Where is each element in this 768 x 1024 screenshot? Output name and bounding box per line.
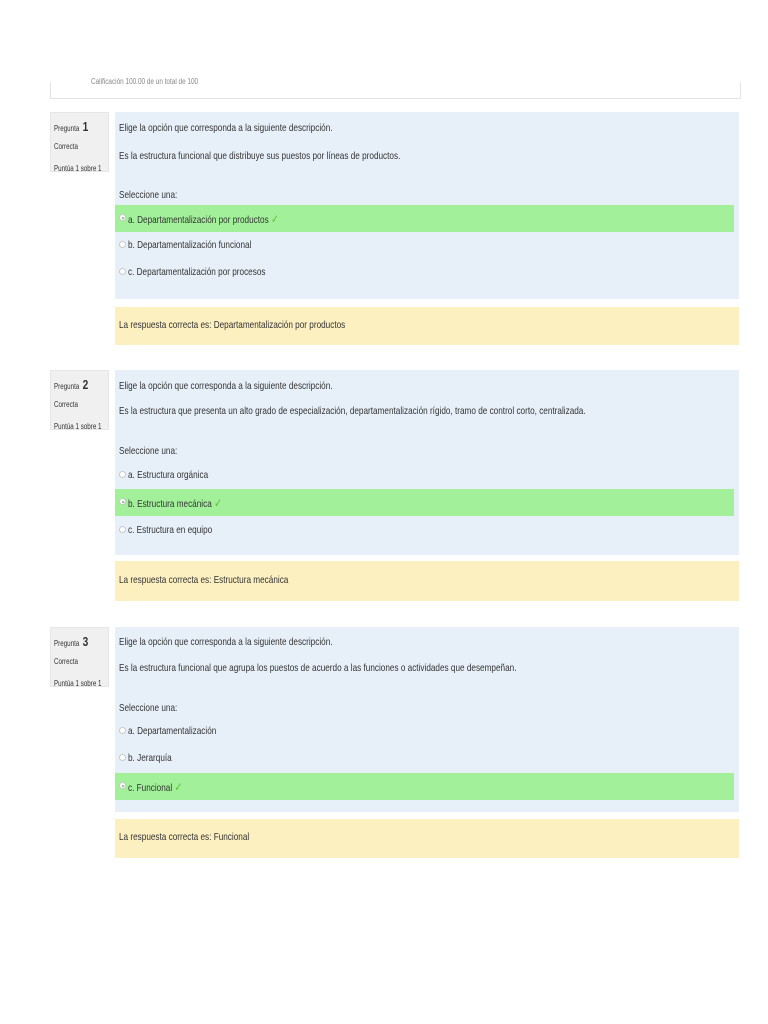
question-grade: Puntúa 1 sobre 1 xyxy=(54,164,102,173)
radio-icon[interactable] xyxy=(119,471,126,478)
radio-icon[interactable] xyxy=(119,526,126,533)
radio-icon[interactable] xyxy=(119,241,126,248)
question-1 xyxy=(50,112,739,345)
summary-text: Calificación 100.00 de un total de 100 xyxy=(91,77,199,86)
question-prompt: Elige la opción que corresponda a la siguiente descripción. xyxy=(119,380,333,392)
radio-icon[interactable] xyxy=(119,754,126,761)
answer-text: b. Estructura mecánica xyxy=(128,498,212,510)
question-number: 3 xyxy=(82,634,89,649)
answer-text: b. Departamentalización funcional xyxy=(128,239,252,251)
question-feedback xyxy=(115,561,739,601)
question-state: Correcta xyxy=(54,142,78,151)
radio-icon[interactable] xyxy=(119,214,126,221)
radio-icon[interactable] xyxy=(119,727,126,734)
question-label: Pregunta xyxy=(54,639,80,648)
radio-icon[interactable] xyxy=(119,782,126,789)
question-description: Es la estructura funcional que distribuye sus puestos por líneas de productos. xyxy=(119,150,401,162)
feedback-text: La respuesta correcta es: Departamentalización por productos xyxy=(119,319,346,331)
answer-option-c[interactable] xyxy=(115,259,734,286)
question-description: Es la estructura que presenta un alto grado de especialización, departamentalización rígido, tramo de control corto, centralizada. xyxy=(119,405,586,417)
radio-icon[interactable] xyxy=(119,498,126,505)
answer-text: a. Departamentalización por productos xyxy=(128,214,269,226)
check-icon: ✓ xyxy=(271,212,279,226)
question-description: Es la estructura funcional que agrupa los puestos de acuerdo a las funciones o actividades que desempeñan. xyxy=(119,662,517,674)
question-formulation xyxy=(115,112,739,299)
question-number: 1 xyxy=(82,119,89,134)
answer-option-c[interactable] xyxy=(115,773,734,800)
answer-option-b[interactable] xyxy=(115,232,734,259)
question-grade: Puntúa 1 sobre 1 xyxy=(54,679,102,688)
question-formulation xyxy=(115,627,739,812)
question-formulation xyxy=(115,370,739,555)
answer-text: c. Funcional xyxy=(128,782,173,794)
question-label: Pregunta xyxy=(54,124,80,133)
check-icon: ✓ xyxy=(214,496,222,510)
answer-text: c. Departamentalización por procesos xyxy=(128,266,266,278)
question-state: Correcta xyxy=(54,400,78,409)
check-icon: ✓ xyxy=(174,780,183,794)
answer-option-b[interactable] xyxy=(115,489,734,516)
question-feedback xyxy=(115,819,739,858)
question-prompt: Elige la opción que corresponda a la siguiente descripción. xyxy=(119,636,333,648)
answer-option-a[interactable] xyxy=(115,462,734,489)
question-number: 2 xyxy=(82,377,89,392)
answer-option-c[interactable] xyxy=(115,517,734,544)
question-prompt: Elige la opción que corresponda a la siguiente descripción. xyxy=(119,122,333,134)
question-info xyxy=(50,370,109,430)
feedback-text: La respuesta correcta es: Estructura mecánica xyxy=(119,574,289,586)
answer-option-a[interactable] xyxy=(115,718,734,745)
answer-option-a[interactable] xyxy=(115,205,734,232)
answer-text: b. Jerarquía xyxy=(128,752,172,764)
summary-strip xyxy=(50,77,741,99)
select-label: Seleccione una: xyxy=(119,702,178,714)
answer-text: a. Departamentalización xyxy=(128,725,217,737)
question-feedback xyxy=(115,307,739,345)
select-label: Seleccione una: xyxy=(119,445,178,457)
answer-text: c. Estructura en equipo xyxy=(128,524,213,536)
feedback-text: La respuesta correcta es: Funcional xyxy=(119,831,250,843)
question-grade: Puntúa 1 sobre 1 xyxy=(54,422,102,431)
select-label: Seleccione una: xyxy=(119,189,178,201)
question-state: Correcta xyxy=(54,657,78,666)
question-3 xyxy=(50,627,739,860)
question-2 xyxy=(50,370,739,603)
question-info xyxy=(50,627,109,687)
answer-option-b[interactable] xyxy=(115,745,734,772)
question-info xyxy=(50,112,109,172)
answer-text: a. Estructura orgánica xyxy=(128,469,209,481)
radio-icon[interactable] xyxy=(119,268,126,275)
question-label: Pregunta xyxy=(54,382,80,391)
